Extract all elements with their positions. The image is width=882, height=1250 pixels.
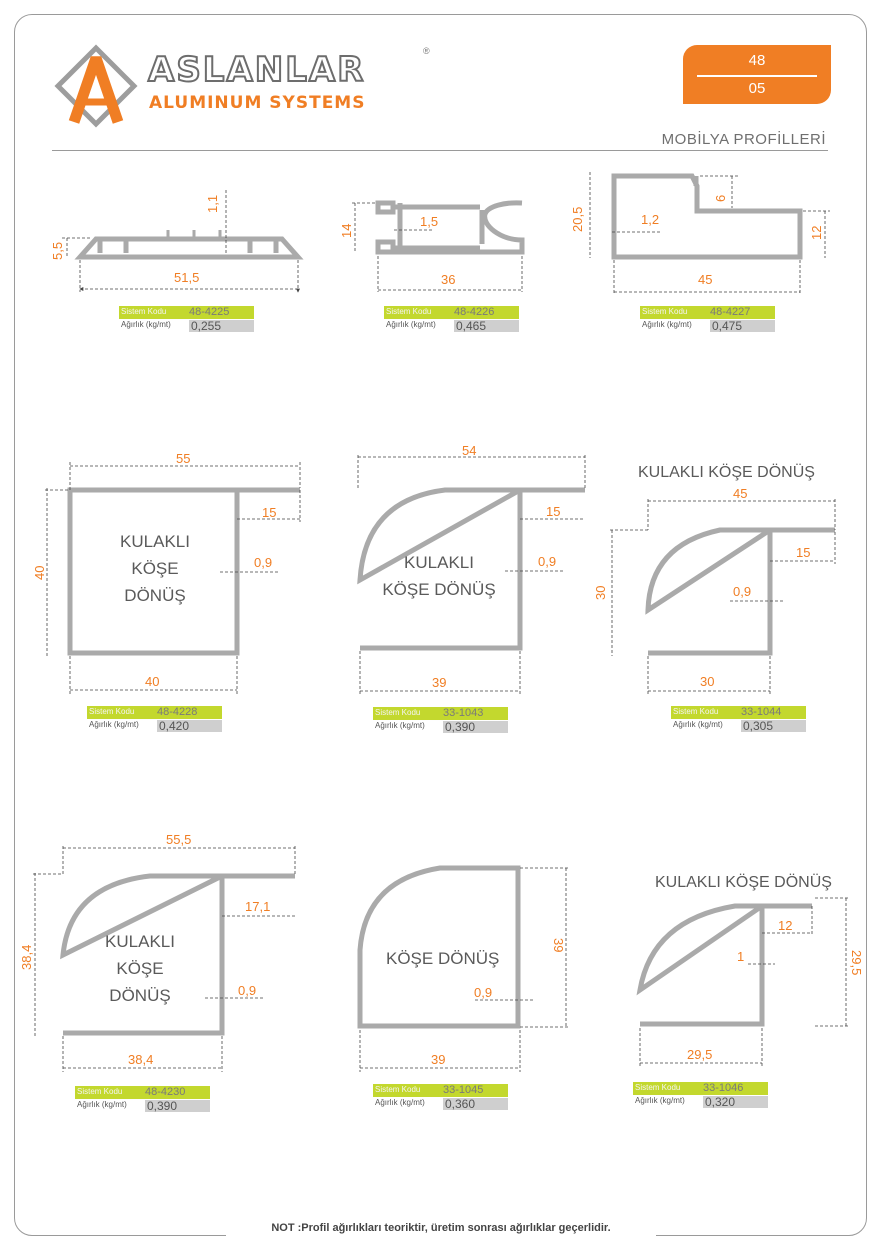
header-divider <box>52 150 828 151</box>
profile-48-4226-shape <box>378 203 522 252</box>
dim-label: 15 <box>546 504 561 519</box>
weight-key: Ağırlık (kg/mt) <box>121 320 171 329</box>
dim-label: 51,5 <box>174 270 200 285</box>
code-key: Sistem Kodu <box>375 1085 421 1094</box>
page-number-bottom: 05 <box>748 80 766 97</box>
dim-label: 5,5 <box>50 241 65 260</box>
profile-info-48-4228 <box>87 706 222 733</box>
code-value: 48-4230 <box>145 1086 186 1098</box>
profile-title: KULAKLI KÖŞE DÖNÜŞ <box>120 532 190 605</box>
weight-key: Ağırlık (kg/mt) <box>673 720 723 729</box>
dim-label: 30 <box>593 585 608 600</box>
code-key: Sistem Kodu <box>673 707 719 716</box>
footer-note: NOT :Profil ağırlıkları teoriktir, üretim sonrası ağırlıklar geçerlidir. <box>271 1222 611 1234</box>
profile-title: KULAKLI KÖŞE DÖNÜŞ <box>382 553 496 599</box>
weight-key: Ağırlık (kg/mt) <box>642 320 692 329</box>
dim-label: 55 <box>176 451 191 466</box>
weight-value: 0,360 <box>445 1097 476 1111</box>
dim-label: 1,1 <box>205 194 220 213</box>
dim-label: 0,9 <box>238 983 257 998</box>
dim-label: 1,5 <box>420 214 439 229</box>
dim-label: 40 <box>32 565 47 580</box>
logo-icon <box>58 48 134 124</box>
dim-label: 17,1 <box>245 899 271 914</box>
code-value: 48-4227 <box>710 306 751 318</box>
dim-label: 39 <box>431 1052 446 1067</box>
dim-label: 1 <box>737 949 745 964</box>
dim-label: 45 <box>698 272 713 287</box>
dim-label: 40 <box>145 674 160 689</box>
code-key: Sistem Kodu <box>89 707 135 716</box>
dim-label: 39 <box>551 938 566 953</box>
dim-label: 15 <box>262 505 277 520</box>
dim-label: 36 <box>441 272 456 287</box>
dim-label: 55,5 <box>166 832 192 847</box>
code-value: 48-4226 <box>454 306 495 318</box>
profile-info-33-1044 <box>671 706 806 733</box>
dim-label: 38,4 <box>19 944 34 970</box>
dim-label: 45 <box>733 486 748 501</box>
weight-key: Ağırlık (kg/mt) <box>386 320 436 329</box>
dim-label: 15 <box>796 545 811 560</box>
dim-label: 20,5 <box>570 206 585 232</box>
page-number-divider <box>697 75 817 77</box>
dim-label: 39 <box>432 675 447 690</box>
code-value: 48-4228 <box>157 706 198 718</box>
profile-info-33-1046 <box>633 1082 768 1109</box>
weight-key: Ağırlık (kg/mt) <box>375 721 425 730</box>
code-key: Sistem Kodu <box>635 1083 681 1092</box>
profile-33-1045-shape <box>360 868 518 1026</box>
page-number-tab <box>683 45 831 104</box>
dim-label: 1,2 <box>641 212 660 227</box>
code-key: Sistem Kodu <box>642 307 688 316</box>
dim-label: 29,5 <box>687 1047 713 1062</box>
profile-info-48-4226 <box>384 306 519 333</box>
code-value: 48-4225 <box>189 306 230 318</box>
weight-value: 0,390 <box>147 1099 178 1113</box>
code-key: Sistem Kodu <box>375 708 421 717</box>
code-value: 33-1043 <box>443 707 484 719</box>
profile-title: KULAKLI KÖŞE DÖNÜŞ <box>655 874 832 891</box>
code-value: 33-1046 <box>703 1082 744 1094</box>
weight-value: 0,475 <box>712 319 743 333</box>
dim-label: 29,5 <box>849 950 864 976</box>
brand-name: ASLANLAR <box>148 50 366 90</box>
weight-key: Ağırlık (kg/mt) <box>375 1098 425 1107</box>
profile-title: KULAKLI KÖŞE DÖNÜŞ <box>638 464 815 481</box>
profile-info-33-1043 <box>373 707 508 734</box>
code-key: Sistem Kodu <box>77 1087 123 1096</box>
profile-info-33-1045 <box>373 1084 508 1111</box>
weight-value: 0,390 <box>445 720 476 734</box>
weight-value: 0,420 <box>159 719 190 733</box>
code-value: 33-1045 <box>443 1084 484 1096</box>
weight-value: 0,320 <box>705 1095 736 1109</box>
dim-label: 14 <box>339 223 354 238</box>
section-title: MOBİLYA PROFİLLERİ <box>661 131 826 148</box>
code-value: 33-1044 <box>741 706 782 718</box>
weight-value: 0,465 <box>456 319 487 333</box>
dim-label: 0,9 <box>538 554 557 569</box>
code-key: Sistem Kodu <box>121 307 167 316</box>
profile-info-48-4227 <box>640 306 775 333</box>
weight-key: Ağırlık (kg/mt) <box>77 1100 127 1109</box>
page-number-top: 48 <box>748 52 766 69</box>
dim-label: 0,9 <box>474 985 493 1000</box>
brand-subtitle: ALUMINUM SYSTEMS <box>149 93 366 113</box>
profile-info-48-4225 <box>119 306 254 333</box>
profile-title: KÖŞE DÖNÜŞ <box>386 949 500 968</box>
dim-label: 54 <box>462 443 477 458</box>
weight-value: 0,255 <box>191 319 222 333</box>
registered-mark: ® <box>423 46 430 56</box>
profile-48-4225-shape <box>80 239 298 257</box>
weight-key: Ağırlık (kg/mt) <box>89 720 139 729</box>
dim-label: 38,4 <box>128 1052 154 1067</box>
profile-info-48-4230 <box>75 1086 210 1113</box>
weight-key: Ağırlık (kg/mt) <box>635 1096 685 1105</box>
dim-label: 12 <box>809 225 824 240</box>
dim-label: 0,9 <box>733 584 752 599</box>
weight-value: 0,305 <box>743 719 774 733</box>
dim-label: 30 <box>700 674 715 689</box>
dim-label: 6 <box>713 194 728 202</box>
profile-title: KULAKLI KÖŞE DÖNÜŞ <box>105 932 175 1005</box>
code-key: Sistem Kodu <box>386 307 432 316</box>
dim-label: 12 <box>778 918 793 933</box>
dim-label: 0,9 <box>254 555 273 570</box>
